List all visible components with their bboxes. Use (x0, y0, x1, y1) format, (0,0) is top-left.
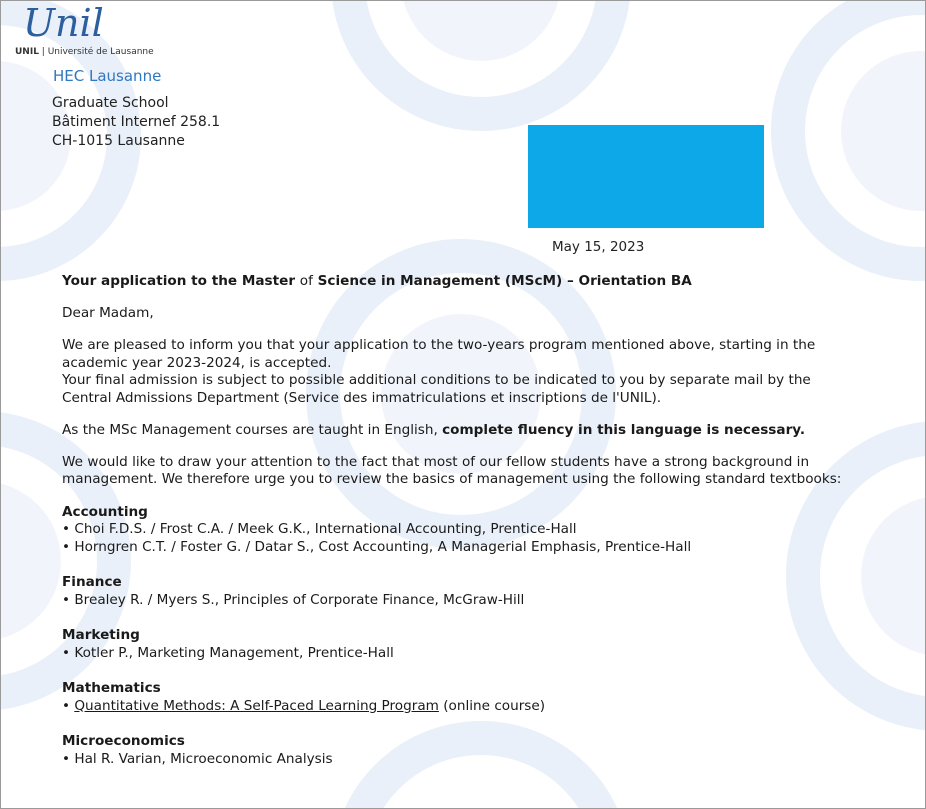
unil-logo (15, 1, 154, 57)
list-item: • Hal R. Varian, Microeconomic Analysis (62, 750, 333, 767)
list-item: • Brealey R. / Myers S., Principles of Corporate Finance, McGraw-Hill (62, 591, 525, 608)
redacted-recipient-block (528, 125, 764, 228)
letter-body (62, 273, 858, 768)
paragraph-textbooks: We would like to draw your attention to the fact that most of our fellow students have a strong background in management. We therefore urge you to review the basics of management using the following standard textbooks: (62, 453, 842, 487)
faculty-name: HEC Lausanne (53, 67, 162, 85)
watermark-seal (771, 0, 926, 281)
list-item: • Choi F.D.S. / Frost C.A. / Meek G.K., International Accounting, Prentice-Hall (62, 521, 577, 537)
list-item: • Horngren C.T. / Foster G. / Datar S., Cost Accounting, A Managerial Emphasis, Prentice-Hall (62, 538, 692, 555)
sender-address (52, 94, 220, 151)
subject-line: Your application to the Master of Science in Management (MScM) – Orientation BA (62, 273, 692, 289)
section-finance (62, 574, 858, 609)
list-item: • Quantitative Methods: A Self-Paced Learning Program (online course) (62, 697, 546, 714)
section-marketing (62, 627, 858, 662)
section-accounting (62, 504, 858, 557)
course-link[interactable]: Quantitative Methods: A Self-Paced Learning Program (74, 697, 439, 714)
section-microeconomics (62, 733, 858, 768)
salutation: Dear Madam, (62, 304, 154, 321)
paragraph-language: As the MSc Management courses are taught in English, complete fluency in this language is necessary. (62, 422, 806, 438)
section-mathematics (62, 680, 858, 715)
section-heading: Mathematics (62, 680, 161, 696)
logo-subtitle: UNIL | Université de Lausanne (15, 47, 154, 57)
section-heading: Microeconomics (62, 733, 185, 749)
paragraph-conditions: Your final admission is subject to possible additional conditions to be indicated to you by separate mail by the Central Admissions Department (Service des immatriculations et inscriptions de l'UNIL). (62, 372, 811, 406)
address-line: CH-1015 Lausanne (52, 133, 185, 149)
section-heading: Accounting (62, 503, 148, 520)
logo-wordmark: Unil (23, 1, 104, 45)
address-line: Graduate School (52, 95, 169, 111)
section-heading: Finance (62, 574, 122, 590)
section-heading: Marketing (62, 627, 140, 643)
paragraph-acceptance: We are pleased to inform you that your application to the two-years program mentioned above, starting in the academic year 2023-2024, is accepted. (62, 337, 816, 371)
letter-date: May 15, 2023 (552, 239, 645, 255)
list-item: • Kotler P., Marketing Management, Prentice-Hall (62, 644, 394, 661)
watermark-seal (331, 0, 631, 131)
address-line: Bâtiment Internef 258.1 (52, 114, 221, 130)
